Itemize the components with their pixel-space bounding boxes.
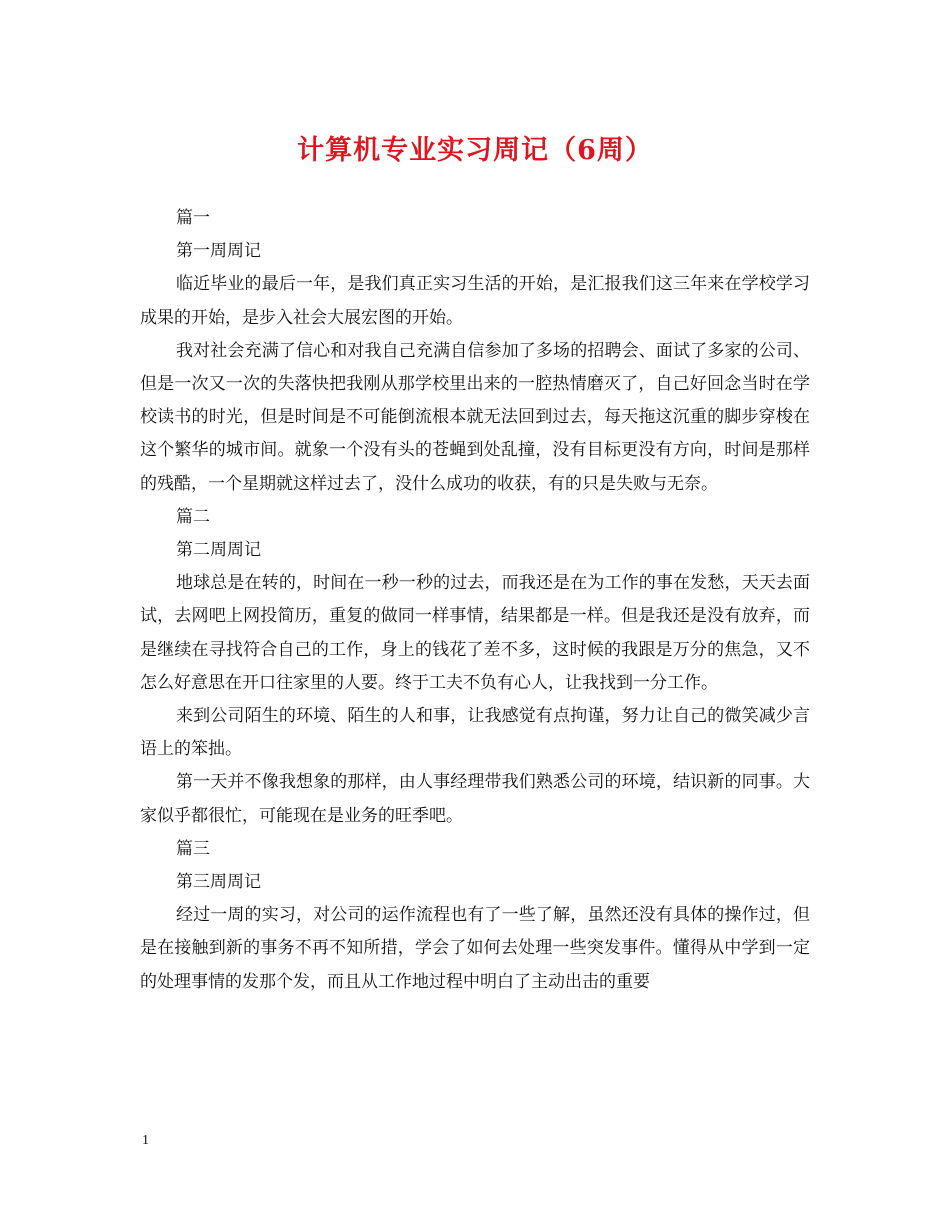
section-heading-2: 篇二: [176, 506, 210, 527]
page-number: 1: [142, 1133, 149, 1148]
document-title: 计算机专业实习周记（6周）: [297, 135, 653, 166]
week-heading-3: 第三周周记: [176, 872, 261, 893]
document-body: [140, 202, 810, 999]
body-paragraph: 我对社会充满了信心和对我自己充满自信参加了多场的招聘会、面试了多家的公司、但是一次又一次的失落快把我刚从那学校里出来的一腔热情磨灭了，自己好回念当时在学校读书的时光，但是时间是不可能倒流根本就无法回到过去，每天拖这沉重的脚步穿梭在这个繁华的城市间。就象一个没有头的苍蝇到处乱撞，没有目标更没有方向，时间是那样的残酷，一个星期就这样过去了，没什么成功的收获，有的只是失败与无奈。: [140, 340, 810, 494]
section-heading-1: 篇一: [176, 208, 210, 228]
body-paragraph: 地球总是在转的，时间在一秒一秒的过去，而我还是在为工作的事在发愁，天天去面试，去网吧上网投简历，重复的做同一样事情，结果都是一样。但是我还是没有放弃，而是继续在寻找符合自己的工作，身上的钱花了差不多，这时候的我跟是万分的焦急，又不怎么好意思在开口往家里的人要。终于工夫不负有心人，让我找到一分工作。: [140, 573, 810, 693]
section-heading-3: 篇三: [176, 838, 210, 859]
week-heading-2: 第二周周记: [176, 540, 261, 561]
body-paragraph: 临近毕业的最后一年，是我们真正实习生活的开始，是汇报我们这三年来在学校学习成果的开始，是步入社会大展宏图的开始。: [140, 274, 810, 328]
body-paragraph: 第一天并不像我想象的那样，由人事经理带我们熟悉公司的环境，结识新的同事。大家似乎都很忙，可能现在是业务的旺季吧。: [140, 772, 810, 826]
body-paragraph: 经过一周的实习，对公司的运作流程也有了一些了解，虽然还没有具体的操作过，但是在接触到新的事务不再不知所措，学会了如何去处理一些突发事件。懂得从中学到一定的处理事情的发那个发，而且从工作地过程中明白了主动出击的重要: [140, 905, 810, 992]
week-heading-1: 第一周周记: [176, 241, 261, 262]
body-paragraph: 来到公司陌生的环境、陌生的人和事，让我感觉有点拘谨，努力让自己的微笑减少言语上的笨拙。: [140, 706, 810, 760]
